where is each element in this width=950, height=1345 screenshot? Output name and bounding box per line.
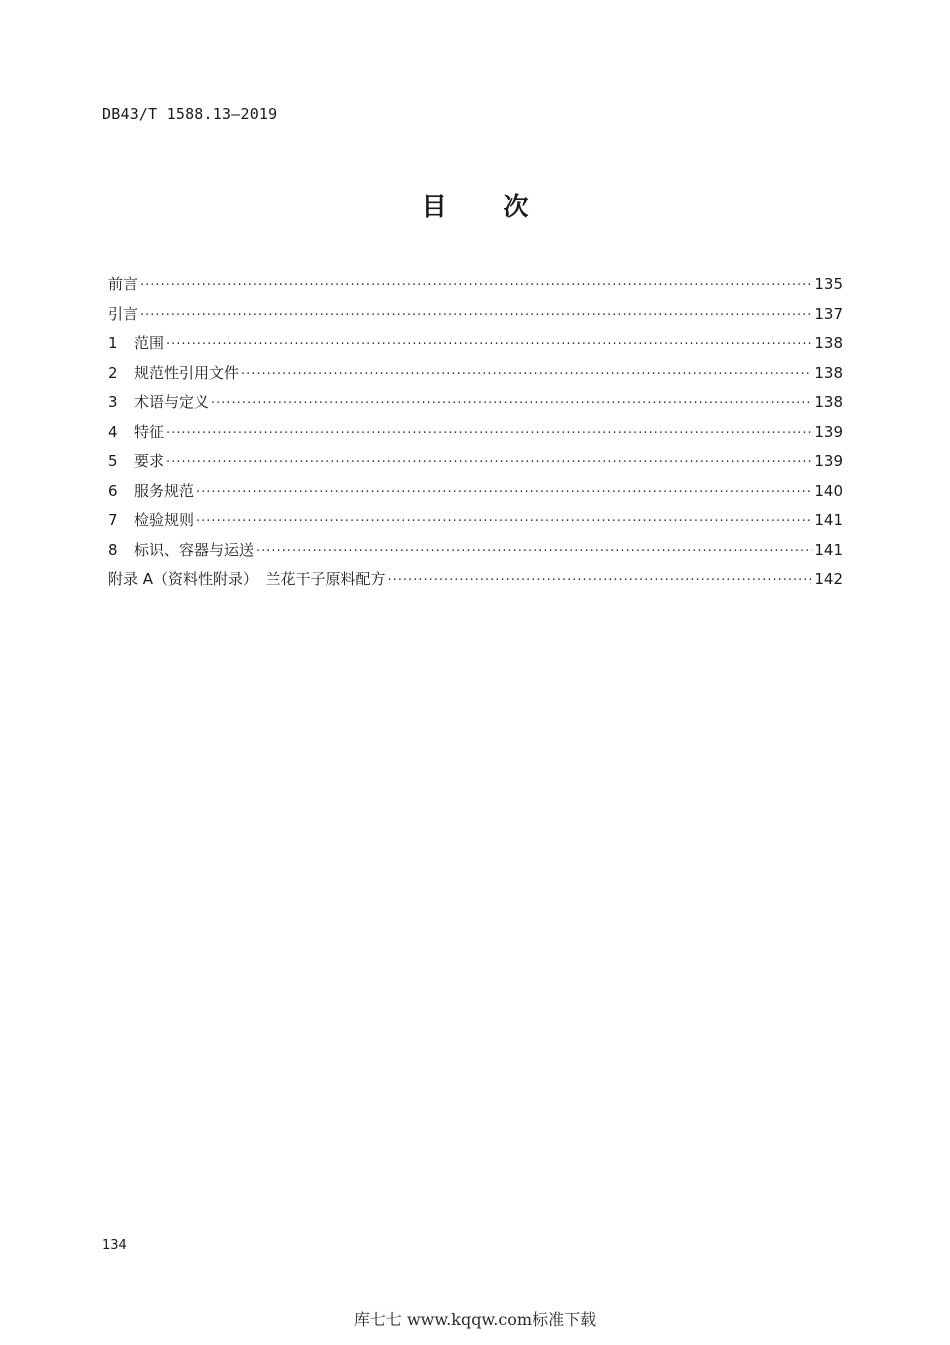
toc-label: 要求	[134, 452, 165, 470]
toc-label: 附录 A（资料性附录） 兰花干子原料配方	[108, 570, 386, 588]
toc-page-number: 141	[814, 511, 843, 529]
toc-section-number: 2	[108, 363, 118, 382]
toc-entry-appendix-a[interactable]	[108, 567, 843, 597]
page-title	[0, 187, 950, 223]
toc-section-number: 8	[108, 540, 118, 559]
toc-leader-dots	[256, 538, 812, 564]
toc-label: 前言	[108, 275, 139, 293]
toc-entry-characteristics[interactable]	[108, 420, 843, 450]
toc-label: 引言	[108, 304, 139, 323]
watermark: 库七七 www.kqqw.com标准下载	[353, 1310, 597, 1329]
toc-entry-foreword[interactable]	[108, 272, 843, 302]
toc-leader-dots	[140, 302, 812, 328]
toc-entry-service-specification[interactable]	[108, 479, 843, 509]
toc-label: 特征	[134, 422, 165, 441]
toc-label: 术语与定义	[134, 393, 210, 411]
title-char-1: 目	[421, 192, 447, 221]
toc-entry-marking-transport[interactable]	[108, 538, 843, 568]
toc-page-number: 139	[814, 422, 843, 441]
toc-leader-dots	[388, 567, 813, 593]
toc-leader-dots	[196, 508, 812, 534]
toc-page-number: 140	[814, 481, 843, 500]
toc-leader-dots	[166, 449, 812, 475]
toc-section-number: 1	[108, 334, 118, 352]
toc-label: 标识、容器与运送	[134, 540, 255, 559]
toc-label: 检验规则	[134, 511, 195, 529]
toc-leader-dots	[241, 361, 812, 387]
toc-section-number: 4	[108, 422, 118, 441]
toc-leader-dots	[140, 272, 812, 298]
toc-section-number: 6	[108, 481, 118, 500]
toc-entry-terms-definitions[interactable]	[108, 390, 843, 420]
toc-leader-dots	[196, 479, 812, 505]
toc-page-number: 138	[814, 363, 843, 382]
toc-page-number: 139	[814, 452, 843, 470]
page-number: 134	[102, 1238, 127, 1253]
toc-page-number: 138	[814, 393, 843, 411]
toc-label: 范围	[134, 334, 165, 352]
toc-entry-introduction[interactable]	[108, 302, 843, 332]
toc-page-number: 142	[814, 570, 843, 588]
toc-page-number: 138	[814, 334, 843, 352]
toc-page-number: 135	[814, 275, 843, 293]
title-char-2: 次	[503, 192, 529, 221]
standard-code: DB43/T 1588.13—2019	[102, 105, 278, 123]
toc-label: 服务规范	[134, 481, 195, 500]
toc-entry-normative-references[interactable]	[108, 361, 843, 391]
toc-leader-dots	[166, 331, 812, 357]
toc-leader-dots	[166, 420, 812, 446]
toc-label: 规范性引用文件	[134, 363, 240, 382]
toc-leader-dots	[211, 390, 812, 416]
toc-entry-inspection-rules[interactable]	[108, 508, 843, 538]
toc-page-number: 137	[814, 304, 843, 323]
toc-section-number: 7	[108, 511, 118, 529]
toc-section-number: 5	[108, 452, 118, 470]
toc-entry-scope[interactable]	[108, 331, 843, 361]
toc-section-number: 3	[108, 393, 118, 411]
toc-entry-requirements[interactable]	[108, 449, 843, 479]
toc-page-number: 141	[814, 540, 843, 559]
table-of-contents	[108, 272, 843, 597]
